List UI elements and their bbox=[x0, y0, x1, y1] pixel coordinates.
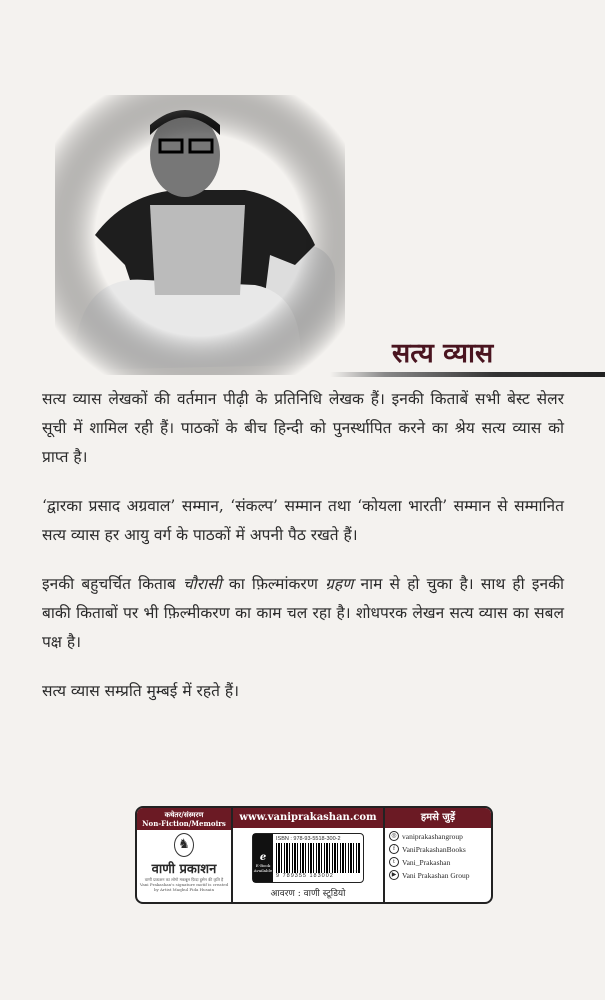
social-facebook[interactable] bbox=[389, 844, 491, 854]
author-photo bbox=[55, 95, 345, 375]
cover-credit: आवरण : वाणी स्टूडियो bbox=[270, 889, 346, 899]
ebook-icon: e bbox=[259, 852, 267, 863]
isbn: ISBN : 978-93-5518-300-2 bbox=[276, 836, 341, 842]
category-hindi: कथेतर/संस्मरण bbox=[164, 810, 204, 819]
social-twitter[interactable] bbox=[389, 857, 491, 867]
social-label: Vani Prakashan Group bbox=[402, 870, 470, 880]
text: नाम से हो चुका है। साथ ही इनकी बाकी किताबों पर भी फ़िल्मीकरण का काम चल रहा है। शोधपरक लेखन सत्य व्यास का सबल पक्ष है। bbox=[42, 575, 564, 651]
text: का फ़िल्मांकरण bbox=[221, 575, 326, 593]
social-label: Vani_Prakashan bbox=[402, 857, 451, 867]
social-label: VaniPrakashanBooks bbox=[402, 844, 466, 854]
facebook-icon: f bbox=[389, 844, 399, 854]
bio-paragraph: ‘द्वारका प्रसाद अग्रवाल’ सम्मान, ‘संकल्प’ सम्मान तथा ‘कोयला भारती’ सम्मान से सम्मानित सत्य व्यास हर आयु वर्ग के पाठकों में अपनी पैठ रखते हैं। bbox=[42, 497, 564, 544]
publisher-info-box bbox=[135, 806, 493, 904]
text: इनकी बहुचर्चित किताब bbox=[42, 575, 183, 593]
bio-paragraph: सत्य व्यास सम्प्रति मुम्बई में रहते हैं। bbox=[42, 682, 239, 700]
publisher-column bbox=[137, 808, 233, 902]
connect-title: हमसे जुड़ें bbox=[385, 808, 491, 828]
youtube-icon: ▶ bbox=[389, 870, 399, 880]
ebook-badge bbox=[253, 834, 273, 882]
film-title: ग्रहण bbox=[325, 575, 354, 593]
category-header bbox=[137, 808, 231, 830]
social-label: vaniprakashangroup bbox=[402, 831, 463, 841]
barcode-block bbox=[252, 833, 364, 883]
author-name: सत्य व्यास bbox=[392, 338, 494, 369]
category-english: Non-Fiction/Memoirs bbox=[142, 819, 226, 828]
publisher-name: वाणी प्रकाशन bbox=[151, 862, 217, 877]
barcode bbox=[276, 843, 360, 873]
social-instagram[interactable] bbox=[389, 831, 491, 841]
instagram-icon: ◎ bbox=[389, 831, 399, 841]
barcode-digits: 9 789355 183002 bbox=[276, 873, 334, 879]
ebook-label: E-Book Available bbox=[253, 863, 273, 873]
social-youtube[interactable] bbox=[389, 870, 491, 880]
twitter-icon: t bbox=[389, 857, 399, 867]
book-title: चौरासी bbox=[182, 575, 222, 593]
barcode-column bbox=[233, 808, 385, 902]
website-link[interactable]: www.vaniprakashan.com bbox=[233, 808, 383, 828]
logo-note-hindi: वाणी प्रकाशन का लोगो मकबूल फ़िदा हुसेन की कृति है bbox=[144, 877, 224, 882]
logo-note-english: Vani Prakashan's signature motif is created by Artist Maqbul Fida Husain bbox=[139, 882, 229, 892]
bio-paragraph bbox=[42, 570, 564, 657]
divider bbox=[330, 372, 605, 377]
publisher-logo-icon: ♞ bbox=[174, 833, 194, 857]
author-bio bbox=[42, 385, 564, 726]
bio-paragraph: सत्य व्यास लेखकों की वर्तमान पीढ़ी के प्रतिनिधि लेखक हैं। इनकी किताबें सभी बेस्ट सेलर सूची में शामिल रही हैं। पाठकों के बीच हिन्दी को पुनर्स्थापित करने का श्रेय सत्य व्यास को प्राप्त है। bbox=[42, 390, 564, 466]
social-column bbox=[385, 808, 491, 902]
